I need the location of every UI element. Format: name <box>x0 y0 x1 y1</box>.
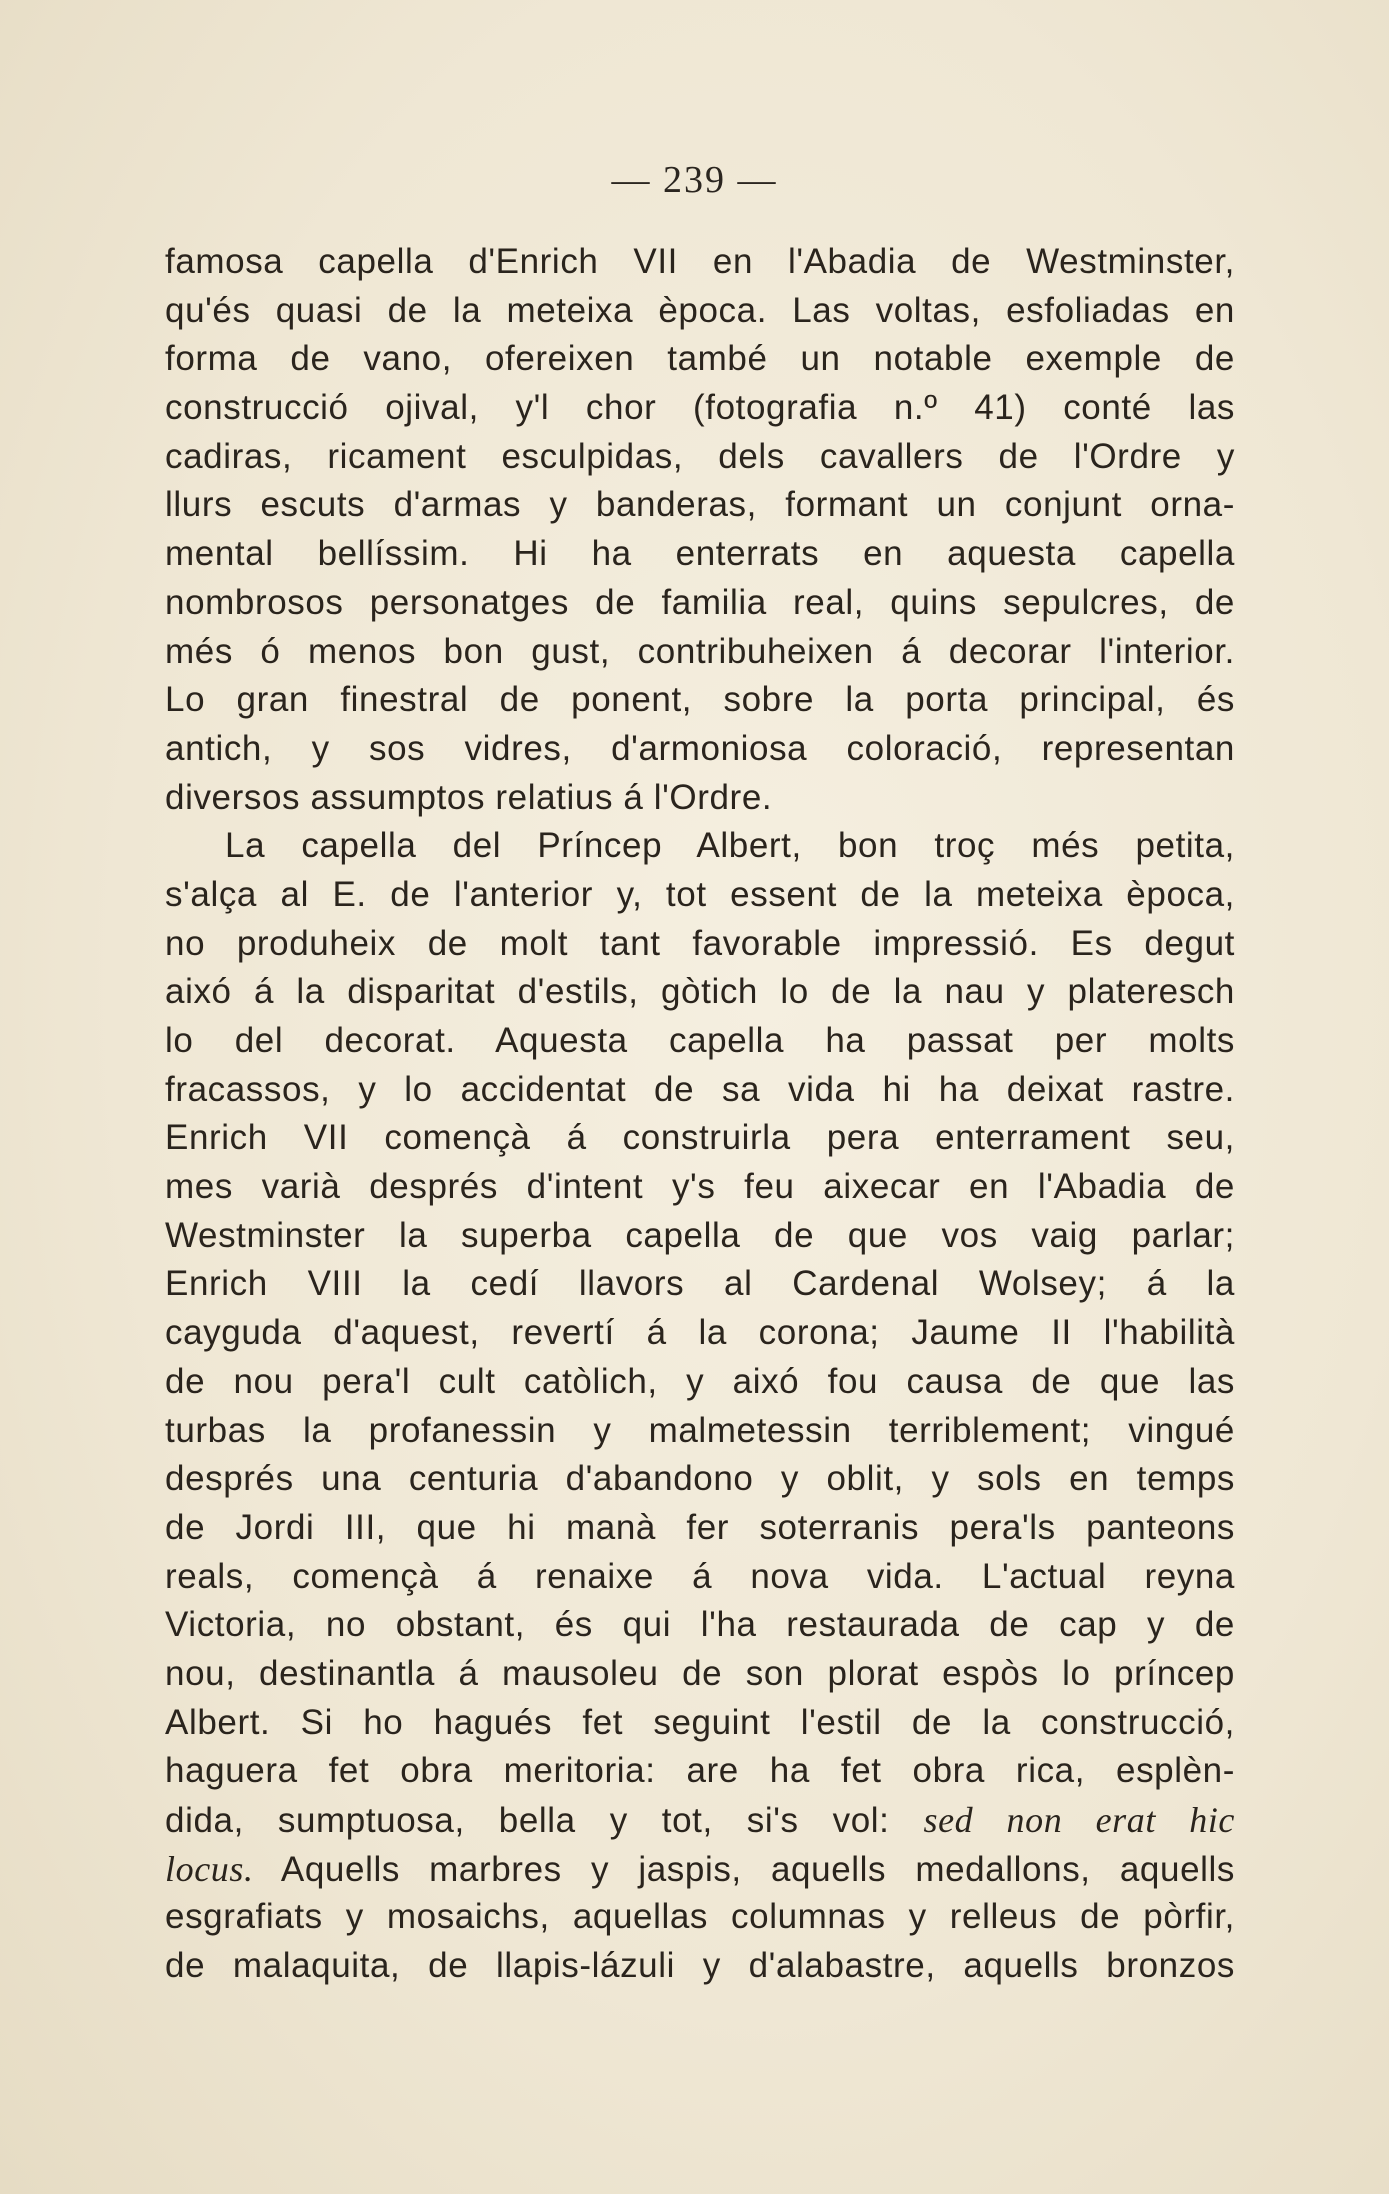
text-line: aixó á la disparitat d'estils, gòtich lo de la nau y plateresch <box>165 972 1235 1012</box>
text-line: Westminster la superba capella de que vos vaig parlar; <box>165 1215 1235 1255</box>
text-line: Enrich VII començà á construirla pera enterrament seu, <box>165 1118 1235 1158</box>
text-line: després una centuria d'abandono y oblit, y sols en temps <box>165 1459 1235 1499</box>
text-line: Lo gran finestral de ponent, sobre la porta principal, és <box>165 680 1235 720</box>
text-line: nou, destinantla á mausoleu de son plorat espòs lo príncep <box>165 1653 1235 1693</box>
text-line: cayguda d'aquest, revertí á la corona; Jaume II l'habilità <box>165 1313 1235 1353</box>
text-line: antich, y sos vidres, d'armoniosa coloració, representan <box>165 728 1235 768</box>
text-line: construcció ojival, y'l chor (fotografia n.º 41) conté las <box>165 388 1235 428</box>
text-line: turbas la profanessin y malmetessin terriblement; vingué <box>165 1410 1235 1450</box>
text-line: lo del decorat. Aquesta capella ha passat per molts <box>165 1021 1235 1060</box>
text-line-mixed <box>165 1845 1235 1894</box>
text-line: de malaquita, de llapis-lázuli y d'alabastre, aquells bronzos <box>165 1946 1235 1986</box>
text-line: més ó menos bon gust, contribuheixen á decorar l'interior. <box>165 631 1235 671</box>
text-line: nombrosos personatges de familia real, quins sepulcres, de <box>165 582 1235 622</box>
text-line: llurs escuts d'armas y banderas, formant un conjunt orna- <box>165 485 1235 525</box>
text-line: mes varià després d'intent y's feu aixecar en l'Abadia de <box>165 1167 1235 1207</box>
text-line: cadiras, ricament esculpidas, dels cavallers de l'Ordre y <box>165 436 1235 476</box>
text-line: mental bellíssim. Hi ha enterrats en aquesta capella <box>165 534 1235 574</box>
text-line: haguera fet obra meritoria: are ha fet obra rica, esplèn- <box>165 1751 1235 1791</box>
text-line: La capella del Príncep Albert, bon troç més petita, <box>225 826 1235 866</box>
text-line: esgrafiats y mosaichs, aquellas columnas y relleus de pòrfir, <box>165 1897 1235 1937</box>
latin-phrase: sed non erat hic <box>923 1800 1235 1840</box>
text-line: Victoria, no obstant, és qui l'ha restaurada de cap y de <box>165 1605 1235 1645</box>
text-line: qu'és quasi de la meteixa època. Las voltas, esfoliadas en <box>165 290 1235 330</box>
latin-phrase: locus. <box>165 1848 254 1889</box>
text-segment: dida, sumptuosa, bella y tot, si's vol: <box>165 1801 890 1840</box>
text-line: de nou pera'l cult catòlich, y aixó fou causa de que las <box>165 1361 1235 1401</box>
page-number: — 239 — <box>611 159 778 201</box>
text-line: de Jordi III, que hi manà fer soterranis pera'ls panteons <box>165 1507 1235 1547</box>
body-text <box>165 238 1235 1991</box>
text-line: reals, començà á renaixe á nova vida. L'actual reyna <box>165 1556 1235 1596</box>
text-line: forma de vano, ofereixen també un notable exemple de <box>165 339 1235 379</box>
text-line-mixed <box>165 1796 1235 1845</box>
text-line: fracassos, y lo accidentat de sa vida hi ha deixat rastre. <box>165 1069 1235 1109</box>
text-line: diversos assumptos relatius á l'Ordre. <box>165 777 773 817</box>
text-line: Albert. Si ho hagués fet seguint l'estil de la construcció, <box>165 1702 1235 1742</box>
text-line: famosa capella d'Enrich VII en l'Abadia de Westminster, <box>165 242 1235 281</box>
text-line: Enrich VIII la cedí llavors al Cardenal Wolsey; á la <box>165 1264 1235 1304</box>
text-segment: Aquells marbres y jaspis, aquells medallons, aquells <box>280 1849 1235 1889</box>
text-line: no produheix de molt tant favorable impressió. Es degut <box>165 923 1235 963</box>
text-line: s'alça al E. de l'anterior y, tot essent de la meteixa època, <box>165 874 1235 914</box>
